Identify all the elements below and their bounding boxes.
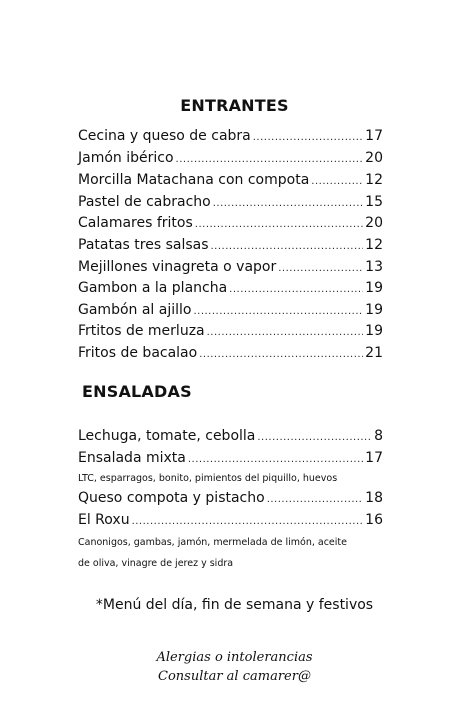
menu-item-price: 19	[365, 323, 383, 339]
menu-item-price: 15	[365, 194, 383, 210]
menu-note: *Menú del día, fin de semana y festivos	[95, 597, 374, 613]
menu-item	[78, 128, 383, 150]
dot-leader	[195, 219, 363, 230]
menu-item-description: LTC, esparragos, bonito, pimientos del piquillo, huevos	[78, 473, 338, 484]
menu-item-name: Lechuga, tomate, cebolla	[78, 428, 256, 444]
menu-item	[78, 345, 383, 367]
dot-leader	[267, 494, 363, 505]
menu-item-price: 20	[365, 215, 383, 231]
menu-item-price: 18	[365, 490, 383, 506]
dot-leader	[253, 132, 363, 143]
allergy-note: Alergias o intolerancias	[156, 650, 313, 665]
menu-item-price: 19	[365, 280, 383, 296]
waiter-note: Consultar al camarer@	[158, 669, 311, 684]
menu-item-name: El Roxu	[78, 512, 130, 528]
menu-item	[78, 215, 383, 237]
menu-item-price: 17	[365, 128, 383, 144]
section-title-ensaladas: ENSALADAS	[82, 382, 192, 401]
dot-leader	[207, 327, 364, 338]
menu-item-price: 20	[365, 150, 383, 166]
dot-leader	[188, 454, 363, 465]
menu-item-name: Jamón ibérico	[78, 150, 174, 166]
menu-item-name: Fritos de bacalao	[78, 345, 198, 361]
dot-leader	[229, 284, 363, 295]
dot-leader	[132, 516, 364, 527]
menu-item-name: Gambón al ajillo	[78, 302, 192, 318]
menu-item	[78, 237, 383, 259]
menu-item-name: Ensalada mixta	[78, 450, 186, 466]
menu-item	[78, 302, 383, 324]
menu-item	[78, 259, 383, 281]
menu-item-price: 19	[365, 302, 383, 318]
menu-item-name: Pastel de cabracho	[78, 194, 211, 210]
menu-item-name: Queso compota y pistacho	[78, 490, 265, 506]
dot-leader	[211, 241, 364, 252]
dot-leader	[176, 154, 364, 165]
menu-item	[78, 512, 383, 534]
dot-leader	[257, 432, 372, 443]
menu-item-description: de oliva, vinagre de jerez y sidra	[78, 558, 234, 569]
menu-item-price: 16	[365, 512, 383, 528]
menu-item	[78, 450, 383, 472]
dot-leader	[278, 263, 363, 274]
menu-item-price: 21	[365, 345, 383, 361]
menu-item-name: Gambon a la plancha	[78, 280, 228, 296]
menu-item-name: Morcilla Matachana con compota	[78, 172, 310, 188]
menu-item-description: Canonigos, gambas, jamón, mermelada de limón, aceite	[78, 537, 347, 548]
menu-item-name: Cecina y queso de cabra	[78, 128, 251, 144]
dot-leader	[193, 306, 363, 317]
dot-leader	[199, 349, 363, 360]
menu-item-name: Mejillones vinagreta o vapor	[78, 259, 277, 275]
menu-item	[78, 280, 383, 302]
menu-item	[78, 490, 383, 512]
menu-item-name: Patatas tres salsas	[78, 237, 209, 253]
dot-leader	[213, 198, 363, 209]
menu-item	[78, 428, 383, 450]
menu-item-price: 12	[365, 237, 383, 253]
menu-item	[78, 150, 383, 172]
menu-item	[78, 194, 383, 216]
menu-item-price: 13	[365, 259, 383, 275]
menu-item-price: 17	[365, 450, 383, 466]
menu-item-price: 12	[365, 172, 383, 188]
section-title-entrantes: ENTRANTES	[180, 96, 289, 115]
menu-item-name: Calamares fritos	[78, 215, 193, 231]
menu-item-price: 8	[374, 428, 383, 444]
menu-item	[78, 172, 383, 194]
menu-item	[78, 323, 383, 345]
dot-leader	[311, 176, 363, 187]
menu-item-name: Frtitos de merluza	[78, 323, 205, 339]
